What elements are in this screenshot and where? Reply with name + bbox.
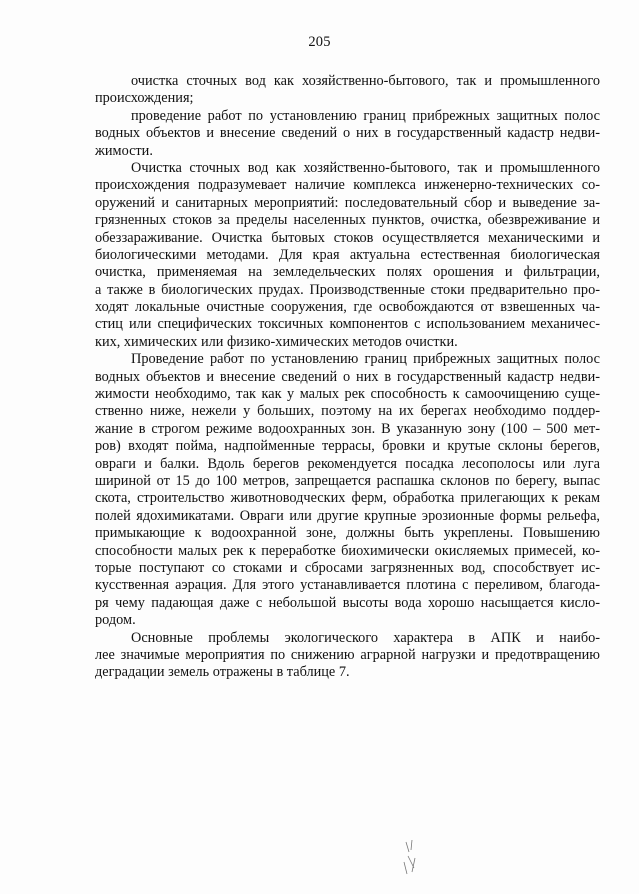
text-line: ходят локальные очистные сооружения, где освобождаются от взвешенных ча- [95, 299, 600, 316]
text-line: жимости. [95, 142, 153, 159]
body-text [95, 73, 600, 682]
text-line: полей ядохимикатами. Овраги или другие крупные эрозионные формы рельефа, [95, 507, 600, 524]
text-line: кусственная аэрация. Для этого устанавливается плотина с переливом, благода- [95, 577, 600, 594]
text-line: овраги и балки. Вдоль берегов рекомендуется посадка лесополосы или луга [95, 455, 600, 472]
text-line: водных объектов и внесение сведений о них в государственный кадастр недви- [95, 125, 600, 142]
text-line: ров) входят пойма, надпойменные террасы, бровки и крутые склоны берегов, [95, 438, 600, 455]
page-number: 205 [308, 34, 331, 50]
paragraph [95, 351, 600, 629]
paragraph [95, 73, 600, 108]
text-line: происхождения; [95, 90, 194, 107]
paragraph [95, 160, 600, 351]
text-line: лее значимые мероприятия по снижению аграрной нагрузки и предотвращению [95, 646, 600, 663]
text-line: водных объектов и внесение сведений о них в государственный кадастр недви- [95, 368, 600, 385]
text-line: шириной от 15 до 100 метров, запрещается распашка склонов по берегу, выпас [95, 472, 600, 489]
text-line: очистка сточных вод как хозяйственно-бытового, так и промышленного [131, 73, 600, 89]
text-line: стиц или специфических токсичных компонентов с использованием механичес- [95, 316, 600, 333]
text-line: а также в биологических прудах. Производственные стоки предварительно про- [95, 281, 600, 298]
text-line: очистка, применяемая на земледельческих полях орошения и фильтрации, [95, 264, 600, 281]
text-line: происхождения подразумевает наличие комплекса инженерно-технических со- [95, 177, 600, 194]
text-line: Основные проблемы экологического характера в АПК и наибо- [131, 629, 600, 646]
scan-artifact [400, 838, 424, 878]
text-line: ких, химических или физико-химических методов очистки. [95, 333, 458, 350]
text-line: родом. [95, 612, 136, 629]
text-line: ря чему падающая даже с небольшой высоты вода хорошо насыщается кисло- [95, 594, 600, 611]
text-line: грязненных стоков за пределы населенных пунктов, очистка, обезвреживание и [95, 212, 600, 229]
text-line: Очистка сточных вод как хозяйственно-бытового, так и промышленного [131, 159, 600, 176]
paragraph [95, 630, 600, 682]
text-line: примыкающие к водоохранной зоне, должны быть укреплены. Повышению [95, 525, 600, 542]
text-line: способности малых рек к переработке биохимически окисляемых примесей, ко- [95, 542, 600, 559]
text-line: ственно ниже, нежели у больших, поэтому на их берегах необходимо поддер- [95, 403, 600, 420]
text-line: обеззараживание. Очистка бытовых стоков осуществляется механическими и [95, 229, 600, 246]
text-line: деградации земель отражены в таблице 7. [95, 664, 350, 681]
text-line: биологическими методами. Для края актуальна естественная биологическая [95, 246, 600, 263]
text-line: жание в строгом режиме водоохранных зон. В указанную зону (100 – 500 мет- [95, 420, 600, 437]
text-line: оружений и санитарных мероприятий: последовательный сбор и выведение за- [95, 194, 600, 211]
text-line: скота, строительство животноводческих ферм, обработка прилегающих к рекам [95, 490, 600, 507]
text-line: жимости необходимо, так как у малых рек способность к самоочищению суще- [95, 386, 600, 403]
text-line: Проведение работ по установлению границ прибрежных защитных полос [131, 351, 600, 368]
paragraph [95, 108, 600, 160]
text-line: торые поступают со стоками и сбросами загрязненных вод, способствует ис- [95, 559, 600, 576]
text-line: проведение работ по установлению границ прибрежных защитных полос [131, 107, 600, 124]
